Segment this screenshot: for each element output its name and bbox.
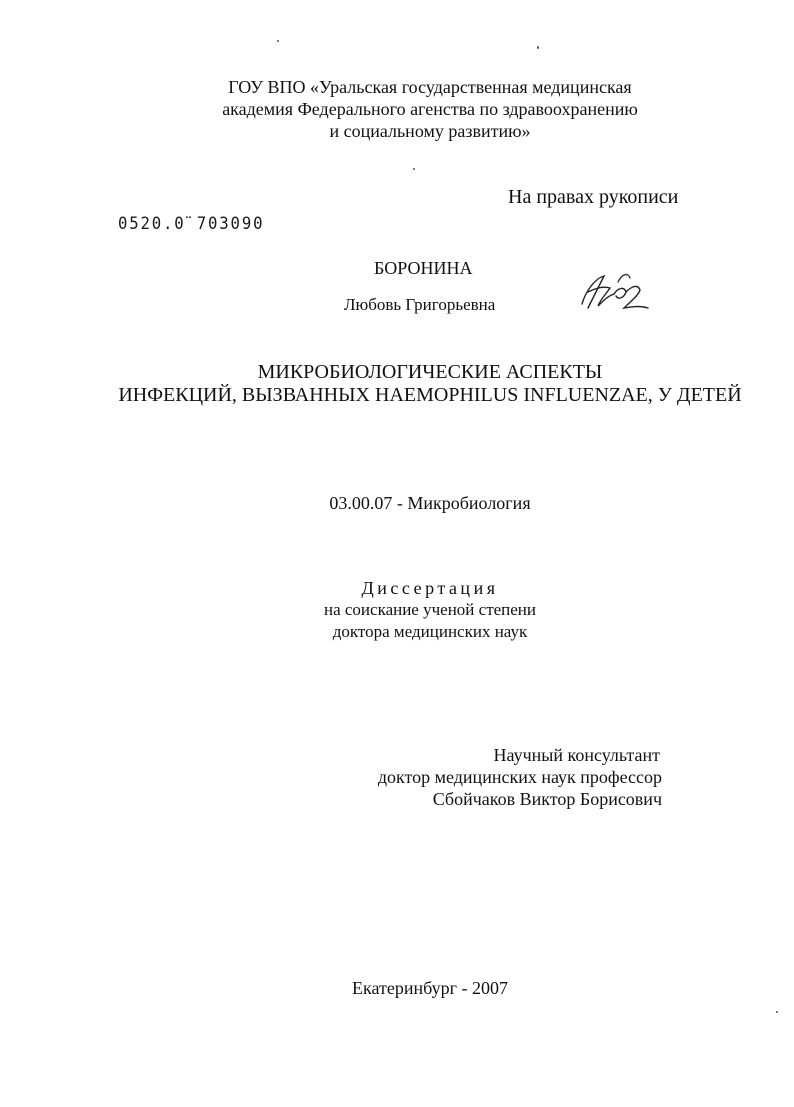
scan-speck: [277, 40, 279, 42]
dissertation-title: [100, 360, 760, 406]
author-surname: БОРОНИНА: [374, 258, 473, 278]
degree-line-1: на соискание ученой степени: [323, 600, 537, 619]
specialty-code: 03.00.07 - Микробиология: [329, 493, 531, 513]
scan-speck: [537, 46, 539, 49]
institution-line-1: ГОУ ВПО «Уральская государственная медицинская: [228, 77, 632, 97]
handwritten-signature-icon: [574, 270, 654, 318]
institution-header: [150, 76, 710, 142]
title-line-2: ИНФЕКЦИЙ, ВЫЗВАННЫХ HAEMOPHILUS INFLUENZAE, У ДЕТЕЙ: [118, 384, 742, 406]
scientific-consultant: [300, 744, 662, 810]
dissertation-heading: Диссертация: [361, 578, 499, 598]
degree-statement: [200, 577, 660, 643]
consultant-label: Научный консультант: [493, 745, 660, 765]
manuscript-note: На правах рукописи: [508, 186, 679, 208]
author-given-names: Любовь Григорьевна: [344, 295, 496, 314]
scan-speck: [776, 1011, 778, 1013]
city-year: Екатеринбург - 2007: [352, 978, 508, 998]
institution-line-2: академия Федерального агенства по здравоохранению: [222, 99, 638, 119]
archive-code: 0520.0̈ 703090: [118, 214, 265, 234]
consultant-name: Сбойчаков Виктор Борисович: [432, 789, 662, 809]
scan-speck: [413, 168, 415, 170]
institution-line-3: и социальному развитию»: [329, 121, 531, 141]
title-line-1: МИКРОБИОЛОГИЧЕСКИЕ АСПЕКТЫ: [257, 361, 603, 383]
degree-line-2: доктора медицинских наук: [332, 622, 528, 641]
consultant-degree: доктор медицинских наук профессор: [377, 767, 662, 787]
